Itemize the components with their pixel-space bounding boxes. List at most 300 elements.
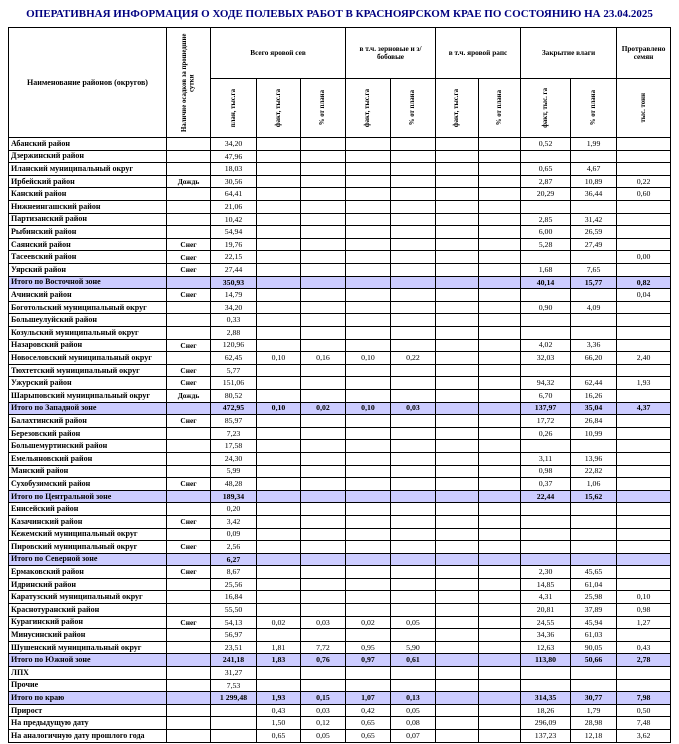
value-cell (617, 490, 671, 503)
precipitation-cell: Снег (167, 339, 211, 352)
value-cell: 30,77 (571, 692, 617, 705)
district-name: Итого по Северной зоне (9, 553, 167, 566)
value-cell (301, 238, 346, 251)
value-cell (211, 717, 257, 730)
value-cell: 85,97 (211, 415, 257, 428)
value-cell (301, 327, 346, 340)
value-cell: 90,05 (571, 641, 617, 654)
value-cell (391, 604, 436, 617)
value-cell (257, 377, 301, 390)
value-cell: 1,79 (571, 704, 617, 717)
value-cell (257, 440, 301, 453)
value-cell (257, 541, 301, 554)
value-cell (479, 427, 521, 440)
district-name: Тасеевский район (9, 251, 167, 264)
value-cell: 0,65 (257, 730, 301, 743)
value-cell (257, 528, 301, 541)
value-cell (571, 541, 617, 554)
value-cell (436, 364, 479, 377)
precipitation-cell: Снег (167, 251, 211, 264)
value-cell: 64,41 (211, 188, 257, 201)
value-cell (346, 377, 391, 390)
value-cell (479, 667, 521, 680)
value-cell: 12,63 (521, 641, 571, 654)
table-row (9, 289, 671, 302)
table-row (9, 327, 671, 340)
value-cell: 0,13 (391, 692, 436, 705)
value-cell (257, 163, 301, 176)
value-cell (617, 528, 671, 541)
value-cell: 23,51 (211, 641, 257, 654)
subheader-label: % от плана (495, 90, 503, 126)
precipitation-cell (167, 717, 211, 730)
district-name: Емельяновский район (9, 452, 167, 465)
precipitation-cell (167, 150, 211, 163)
value-cell (436, 616, 479, 629)
table-row (9, 440, 671, 453)
district-name: Итого по краю (9, 692, 167, 705)
value-cell (436, 478, 479, 491)
value-cell (617, 238, 671, 251)
subheader-label: тыс. тонн (639, 93, 647, 123)
precipitation-cell: Снег (167, 377, 211, 390)
subheader-fact-thousand-ha (521, 79, 571, 138)
value-cell (436, 213, 479, 226)
precipitation-cell (167, 667, 211, 680)
value-cell (391, 465, 436, 478)
value-cell (257, 364, 301, 377)
precipitation-cell (167, 629, 211, 642)
precipitation-cell (167, 452, 211, 465)
value-cell (301, 201, 346, 214)
value-cell (436, 427, 479, 440)
precipitation-cell (167, 591, 211, 604)
value-cell: 0,02 (301, 402, 346, 415)
value-cell: 189,34 (211, 490, 257, 503)
district-name: Каратузский муниципальный округ (9, 591, 167, 604)
value-cell (391, 679, 436, 692)
value-cell: 0,65 (346, 717, 391, 730)
value-cell: 22,44 (521, 490, 571, 503)
value-cell (479, 503, 521, 516)
value-cell (346, 188, 391, 201)
district-name: Балахтинский район (9, 415, 167, 428)
value-cell (301, 667, 346, 680)
table-row (9, 730, 671, 743)
table-row (9, 616, 671, 629)
value-cell (346, 251, 391, 264)
table-row (9, 213, 671, 226)
value-cell (301, 188, 346, 201)
value-cell (436, 654, 479, 667)
value-cell: 61,04 (571, 578, 617, 591)
precipitation-cell (167, 138, 211, 151)
value-cell (257, 301, 301, 314)
value-cell: 0,03 (301, 704, 346, 717)
table-row (9, 138, 671, 151)
district-name: Уярский район (9, 264, 167, 277)
value-cell (301, 415, 346, 428)
value-cell (436, 679, 479, 692)
value-cell: 32,03 (521, 352, 571, 365)
value-cell: 1,50 (257, 717, 301, 730)
value-cell (436, 251, 479, 264)
value-cell (391, 389, 436, 402)
district-name: Иланский муниципальный округ (9, 163, 167, 176)
precipitation-cell (167, 276, 211, 289)
table-row (9, 163, 671, 176)
value-cell (301, 276, 346, 289)
value-cell: 10,99 (571, 427, 617, 440)
subheader-label: факт, тыс. га (541, 88, 549, 128)
district-name: Итого по Западной зоне (9, 402, 167, 415)
column-header-precipitation (167, 28, 211, 138)
value-cell: 66,20 (571, 352, 617, 365)
value-cell: 7,53 (211, 679, 257, 692)
district-name: Тюхтетский муниципальный округ (9, 364, 167, 377)
value-cell (391, 591, 436, 604)
value-cell (436, 452, 479, 465)
value-cell (257, 591, 301, 604)
value-cell (346, 226, 391, 239)
value-cell (617, 389, 671, 402)
value-cell (346, 591, 391, 604)
district-name: Козульский муниципальный округ (9, 327, 167, 340)
value-cell (521, 289, 571, 302)
precipitation-cell: Снег (167, 478, 211, 491)
value-cell (257, 238, 301, 251)
value-cell: 1,27 (617, 616, 671, 629)
value-cell: 0,09 (211, 528, 257, 541)
table-row (9, 629, 671, 642)
value-cell (391, 327, 436, 340)
precipitation-cell: Снег (167, 515, 211, 528)
value-cell (521, 515, 571, 528)
value-cell: 54,13 (211, 616, 257, 629)
value-cell: 0,02 (257, 616, 301, 629)
value-cell (571, 150, 617, 163)
district-name: Березовский район (9, 427, 167, 440)
value-cell (391, 553, 436, 566)
header-group-row (9, 28, 671, 79)
precipitation-cell (167, 604, 211, 617)
value-cell (346, 452, 391, 465)
subheader-label: % от плана (409, 90, 417, 126)
district-name: Прочие (9, 679, 167, 692)
district-name: Прирост (9, 704, 167, 717)
value-cell (391, 150, 436, 163)
value-cell (301, 679, 346, 692)
zone-total-row (9, 490, 671, 503)
value-cell: 25,98 (571, 591, 617, 604)
value-cell (479, 591, 521, 604)
value-cell (346, 465, 391, 478)
value-cell: 4,31 (521, 591, 571, 604)
value-cell (521, 327, 571, 340)
value-cell (301, 528, 346, 541)
value-cell (521, 150, 571, 163)
value-cell (571, 667, 617, 680)
value-cell: 6,70 (521, 389, 571, 402)
precipitation-cell (167, 188, 211, 201)
value-cell (391, 427, 436, 440)
table-row (9, 175, 671, 188)
table-row (9, 604, 671, 617)
value-cell: 18,26 (521, 704, 571, 717)
value-cell: 0,03 (301, 616, 346, 629)
value-cell: 0,10 (257, 352, 301, 365)
value-cell: 137,23 (521, 730, 571, 743)
value-cell (617, 301, 671, 314)
value-cell (257, 138, 301, 151)
value-cell (391, 629, 436, 642)
value-cell: 0,16 (301, 352, 346, 365)
value-cell (571, 679, 617, 692)
value-cell: 5,77 (211, 364, 257, 377)
precipitation-cell (167, 427, 211, 440)
table-row (9, 591, 671, 604)
value-cell (521, 553, 571, 566)
value-cell (479, 389, 521, 402)
value-cell (436, 515, 479, 528)
value-cell (346, 150, 391, 163)
value-cell (436, 667, 479, 680)
district-name: Краснотуранский район (9, 604, 167, 617)
value-cell (479, 201, 521, 214)
table-header (9, 28, 671, 138)
value-cell: 22,15 (211, 251, 257, 264)
district-name: На аналогичную дату прошлого года (9, 730, 167, 743)
value-cell: 4,67 (571, 163, 617, 176)
value-cell: 55,50 (211, 604, 257, 617)
table-row (9, 515, 671, 528)
value-cell (571, 553, 617, 566)
value-cell (617, 314, 671, 327)
precipitation-cell: Снег (167, 238, 211, 251)
value-cell (436, 352, 479, 365)
value-cell (346, 667, 391, 680)
value-cell (301, 465, 346, 478)
value-cell (479, 327, 521, 340)
table-row (9, 465, 671, 478)
value-cell: 17,72 (521, 415, 571, 428)
value-cell (346, 503, 391, 516)
value-cell (346, 566, 391, 579)
table-row (9, 528, 671, 541)
value-cell: 4,09 (571, 301, 617, 314)
precipitation-cell (167, 528, 211, 541)
value-cell (257, 226, 301, 239)
value-cell: 62,44 (571, 377, 617, 390)
value-cell (436, 150, 479, 163)
value-cell (436, 440, 479, 453)
district-name: Идринский район (9, 578, 167, 591)
value-cell (571, 515, 617, 528)
value-cell: 0,02 (346, 616, 391, 629)
value-cell (521, 667, 571, 680)
value-cell (436, 566, 479, 579)
value-cell (479, 616, 521, 629)
table-row (9, 377, 671, 390)
value-cell: 2,30 (521, 566, 571, 579)
district-name: Минусинский район (9, 629, 167, 642)
value-cell (391, 667, 436, 680)
value-cell: 17,58 (211, 440, 257, 453)
table-row (9, 566, 671, 579)
subheader-plan-thousand-ha (211, 79, 257, 138)
table-row (9, 541, 671, 554)
value-cell (436, 415, 479, 428)
value-cell (436, 730, 479, 743)
table-row (9, 503, 671, 516)
value-cell (391, 364, 436, 377)
value-cell: 0,65 (521, 163, 571, 176)
value-cell: 45,65 (571, 566, 617, 579)
precipitation-cell (167, 465, 211, 478)
table-row (9, 667, 671, 680)
precipitation-cell (167, 692, 211, 705)
table-row (9, 452, 671, 465)
value-cell (436, 276, 479, 289)
value-cell: 0,10 (346, 352, 391, 365)
value-cell (479, 251, 521, 264)
value-cell: 15,77 (571, 276, 617, 289)
value-cell: 0,20 (211, 503, 257, 516)
value-cell: 0,10 (257, 402, 301, 415)
value-cell (436, 578, 479, 591)
precipitation-cell: Снег (167, 364, 211, 377)
value-cell (436, 289, 479, 302)
value-cell (257, 553, 301, 566)
district-name: Курагинский район (9, 616, 167, 629)
precipitation-header-label: Наличие осадков за прошедшие сутки (181, 33, 196, 132)
value-cell (346, 238, 391, 251)
value-cell (617, 541, 671, 554)
value-cell: 20,29 (521, 188, 571, 201)
value-cell (479, 276, 521, 289)
value-cell: 13,96 (571, 452, 617, 465)
value-cell: 4,02 (521, 339, 571, 352)
value-cell (346, 440, 391, 453)
value-cell (301, 163, 346, 176)
value-cell: 1,06 (571, 478, 617, 491)
value-cell: 12,18 (571, 730, 617, 743)
page-title: ОПЕРАТИВНАЯ ИНФОРМАЦИЯ О ХОДЕ ПОЛЕВЫХ РАБОТ В КРАСНОЯРСКОМ КРАЕ ПО СОСТОЯНИЮ НА 23.04.2025 (26, 8, 653, 20)
value-cell: 1,99 (571, 138, 617, 151)
value-cell (391, 541, 436, 554)
value-cell (257, 679, 301, 692)
subheader-percent-of-plan (571, 79, 617, 138)
value-cell (346, 327, 391, 340)
value-cell (391, 301, 436, 314)
value-cell (436, 138, 479, 151)
value-cell (479, 679, 521, 692)
value-cell (391, 163, 436, 176)
precipitation-cell (167, 226, 211, 239)
value-cell (211, 730, 257, 743)
value-cell (617, 503, 671, 516)
zone-total-row (9, 654, 671, 667)
zone-total-row (9, 692, 671, 705)
value-cell (521, 503, 571, 516)
value-cell (436, 528, 479, 541)
value-cell: 0,60 (617, 188, 671, 201)
value-cell: 241,18 (211, 654, 257, 667)
value-cell: 37,89 (571, 604, 617, 617)
value-cell (257, 604, 301, 617)
value-cell: 24,30 (211, 452, 257, 465)
precipitation-cell (167, 704, 211, 717)
value-cell: 6,27 (211, 553, 257, 566)
value-cell (391, 226, 436, 239)
value-cell (346, 578, 391, 591)
value-cell: 1,68 (521, 264, 571, 277)
value-cell (436, 465, 479, 478)
value-cell (479, 364, 521, 377)
value-cell (301, 515, 346, 528)
value-cell: 1,81 (257, 641, 301, 654)
value-cell (346, 389, 391, 402)
value-cell (346, 301, 391, 314)
value-cell (301, 452, 346, 465)
value-cell (479, 490, 521, 503)
value-cell (479, 377, 521, 390)
value-cell: 0,05 (391, 616, 436, 629)
subheader-label: факт, тыс.га (453, 89, 461, 128)
value-cell (257, 150, 301, 163)
value-cell: 1,93 (617, 377, 671, 390)
value-cell: 296,09 (521, 717, 571, 730)
value-cell (617, 415, 671, 428)
value-cell: 0,05 (391, 704, 436, 717)
value-cell: 18,03 (211, 163, 257, 176)
table-body (9, 138, 671, 743)
value-cell (301, 289, 346, 302)
value-cell: 2,56 (211, 541, 257, 554)
value-cell (479, 289, 521, 302)
value-cell: 0,05 (301, 730, 346, 743)
value-cell: 5,99 (211, 465, 257, 478)
table-row (9, 150, 671, 163)
subheader-label: факт, тыс.га (364, 89, 372, 128)
value-cell (257, 490, 301, 503)
value-cell: 0,22 (617, 175, 671, 188)
value-cell (479, 730, 521, 743)
value-cell: 0,33 (211, 314, 257, 327)
value-cell: 0,43 (617, 641, 671, 654)
district-name: Ирбейский район (9, 175, 167, 188)
value-cell (479, 578, 521, 591)
value-cell (479, 175, 521, 188)
value-cell (257, 327, 301, 340)
value-cell (301, 566, 346, 579)
value-cell: 26,59 (571, 226, 617, 239)
value-cell (257, 566, 301, 579)
value-cell (617, 515, 671, 528)
value-cell (617, 578, 671, 591)
value-cell: 7,72 (301, 641, 346, 654)
value-cell (479, 264, 521, 277)
value-cell: 30,56 (211, 175, 257, 188)
value-cell: 3,11 (521, 452, 571, 465)
value-cell (571, 440, 617, 453)
value-cell (257, 629, 301, 642)
precipitation-cell (167, 490, 211, 503)
value-cell: 56,97 (211, 629, 257, 642)
value-cell (521, 679, 571, 692)
value-cell: 19,76 (211, 238, 257, 251)
value-cell (479, 213, 521, 226)
